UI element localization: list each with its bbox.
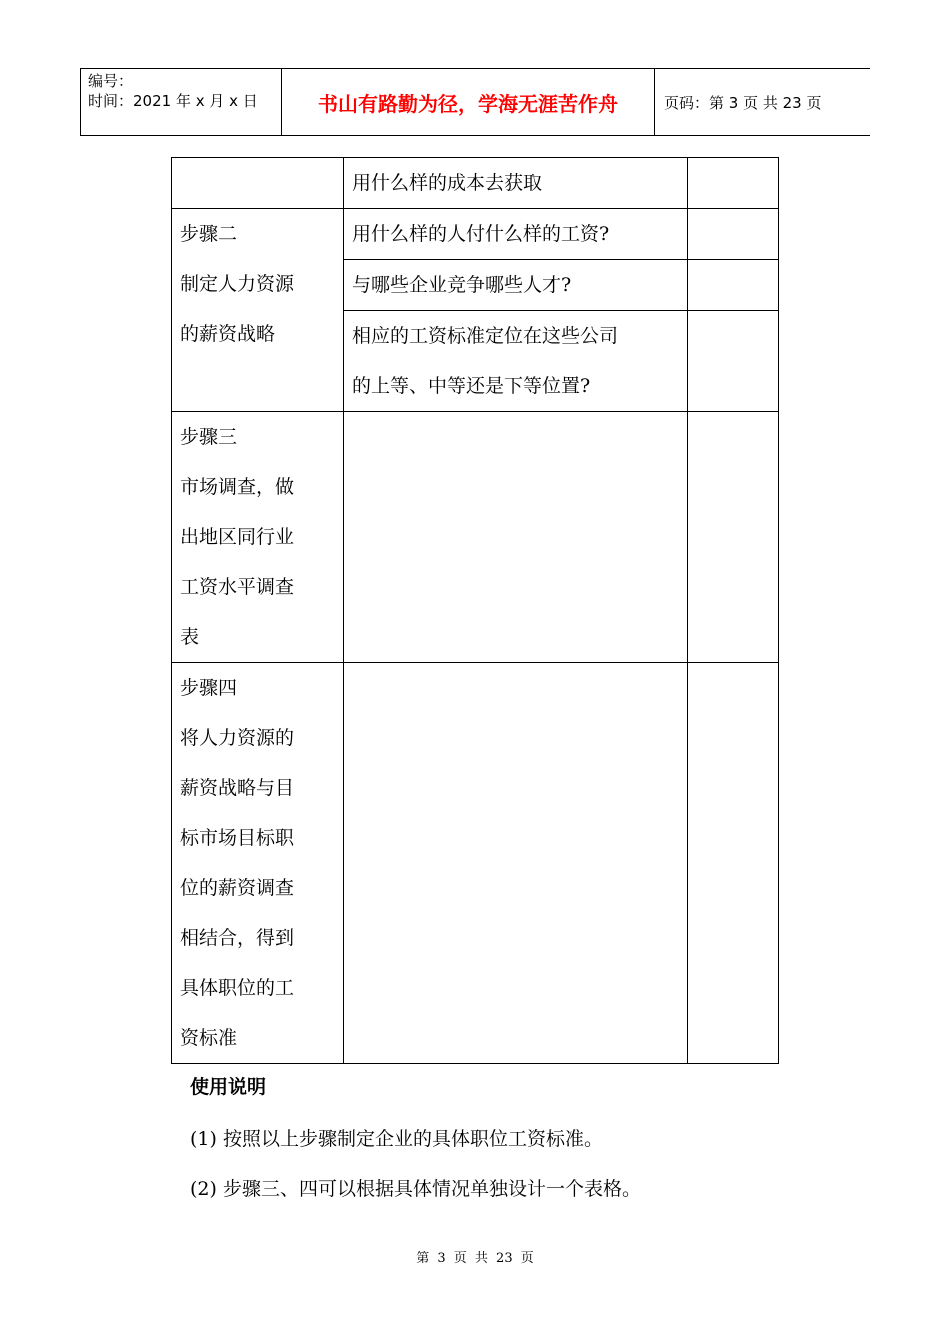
step2-title-cell — [172, 209, 344, 412]
table-cell — [344, 260, 688, 311]
table-cell — [688, 260, 779, 311]
cell-text: 用什么样的成本去获取 — [352, 172, 543, 194]
step4-title-cell — [172, 663, 344, 1064]
step2-question: 相应的工资标准定位在这些公司 — [352, 325, 619, 347]
header-number: 编号： — [88, 72, 134, 90]
notes-title: 使用说明 — [190, 1076, 267, 1098]
header-divider — [80, 68, 81, 136]
table-row — [172, 158, 779, 209]
header-meta — [88, 71, 258, 111]
step2-question: 用什么样的人付什么样的工资? — [352, 223, 610, 245]
table-cell — [344, 412, 688, 663]
step3-title: 步骤三 — [180, 426, 238, 448]
step4-text: 具体职位的工 — [180, 977, 295, 999]
table-cell — [172, 158, 344, 209]
table-cell — [688, 663, 779, 1064]
step3-title-cell — [172, 412, 344, 663]
step2-question: 与哪些企业竞争哪些人才? — [352, 274, 572, 296]
table-cell — [688, 311, 779, 412]
table-row — [172, 412, 779, 663]
table-cell — [688, 412, 779, 663]
table-cell — [688, 158, 779, 209]
page-footer: 第 3 页 共 23 页 — [416, 1251, 534, 1266]
step3-text: 市场调查，做 — [180, 476, 295, 498]
step3-text: 表 — [180, 626, 200, 648]
header-date: 时间：2021 年 x 月 x 日 — [88, 92, 258, 110]
header-page-info: 页码：第 3 页 共 23 页 — [664, 94, 822, 112]
step2-title: 步骤二 — [180, 223, 238, 245]
note-item: (1) 按照以上步骤制定企业的具体职位工资标准。 — [190, 1128, 603, 1150]
step4-text: 标市场目标职 — [180, 827, 295, 849]
header-top-rule — [80, 68, 870, 69]
table-cell — [688, 209, 779, 260]
header-motto: 书山有路勤为径，学海无涯苦作舟 — [318, 92, 618, 116]
table-cell — [344, 158, 688, 209]
table-cell — [344, 663, 688, 1064]
header-bottom-rule — [80, 135, 870, 136]
header-divider — [654, 68, 655, 136]
step4-text: 薪资战略与目 — [180, 777, 295, 799]
table-cell — [344, 209, 688, 260]
step4-text: 将人力资源的 — [180, 727, 295, 749]
table-row — [172, 209, 779, 260]
step4-title: 步骤四 — [180, 677, 238, 699]
step4-text: 相结合，得到 — [180, 927, 295, 949]
step2-text: 制定人力资源 — [180, 273, 295, 295]
steps-table — [171, 157, 779, 1064]
table-row — [172, 663, 779, 1064]
step3-text: 出地区同行业 — [180, 526, 295, 548]
step2-question: 的上等、中等还是下等位置? — [352, 375, 591, 397]
step3-text: 工资水平调查 — [180, 576, 295, 598]
note-item: (2) 步骤三、四可以根据具体情况单独设计一个表格。 — [190, 1178, 641, 1200]
step2-text: 的薪资战略 — [180, 323, 276, 345]
step4-text: 位的薪资调查 — [180, 877, 295, 899]
step4-text: 资标准 — [180, 1027, 238, 1049]
table-cell — [344, 311, 688, 412]
